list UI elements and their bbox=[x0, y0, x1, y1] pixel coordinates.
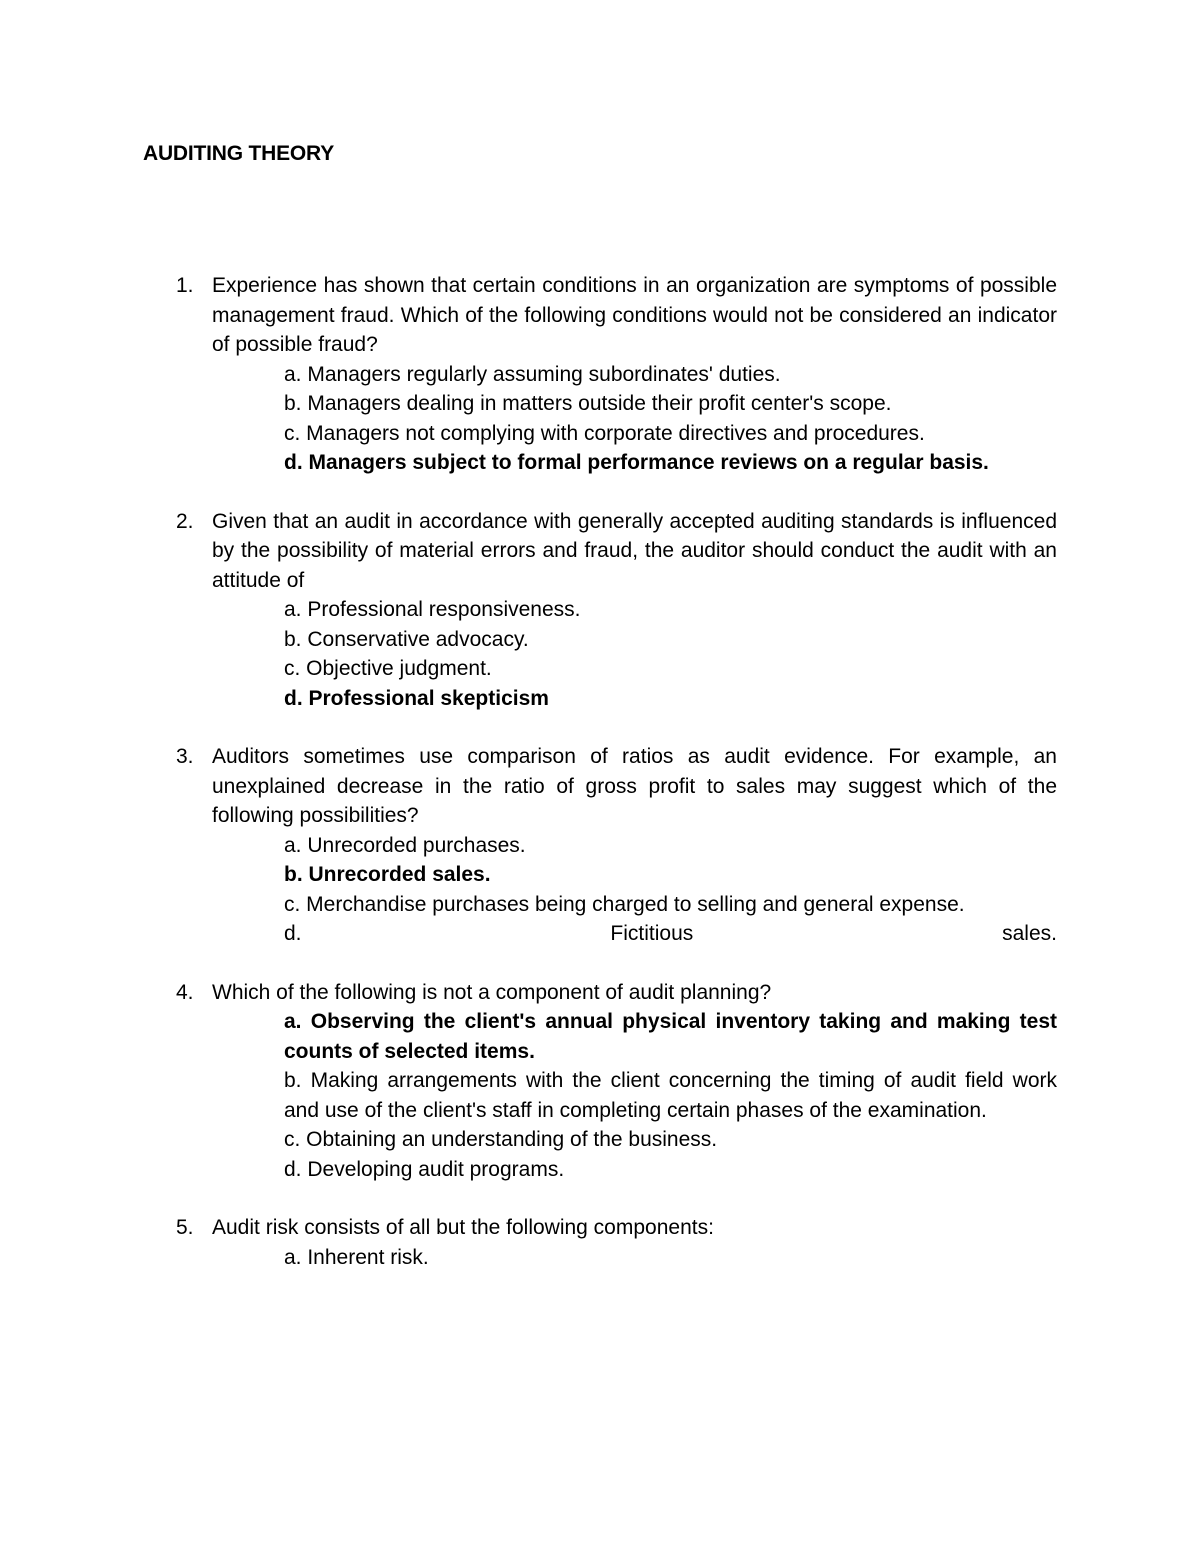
option-c: c. Obtaining an understanding of the business. bbox=[284, 1128, 718, 1151]
option-d: d. Fictitious sales. bbox=[284, 922, 1057, 945]
question-4 bbox=[0, 978, 1200, 1185]
question-number: 4. bbox=[176, 980, 194, 1004]
option-c: c. Objective judgment. bbox=[284, 657, 492, 680]
question-1 bbox=[0, 271, 1200, 478]
option-b: b. Managers dealing in matters outside their profit center's scope. bbox=[284, 392, 892, 415]
option-b: b. Making arrangements with the client concerning the timing of audit field work and use of the client's staff in completing certain phases of the examination. bbox=[284, 1069, 1057, 1122]
option-a: a. Professional responsiveness. bbox=[284, 598, 581, 621]
question-text: Which of the following is not a component of audit planning? bbox=[212, 980, 772, 1004]
question-3 bbox=[0, 742, 1200, 949]
option-d-correct: d. Managers subject to formal performance reviews on a regular basis. bbox=[284, 451, 989, 474]
question-number: 2. bbox=[176, 509, 194, 533]
option-a: a. Inherent risk. bbox=[284, 1245, 429, 1269]
document-title: AUDITING THEORY bbox=[143, 142, 335, 165]
question-5 bbox=[0, 1213, 1200, 1272]
question-text: Auditors sometimes use comparison of ratios as audit evidence. For example, an unexplained decrease in the ratio of gross profit to sales may suggest which of the following possibilities? bbox=[212, 745, 1057, 827]
question-text: Given that an audit in accordance with generally accepted auditing standards is influenced by the possibility of material errors and fraud, the auditor should conduct the audit with an attitude of bbox=[212, 509, 1057, 592]
question-number: 1. bbox=[176, 274, 194, 297]
option-d: d. Developing audit programs. bbox=[284, 1157, 565, 1181]
question-number: 3. bbox=[176, 745, 194, 768]
question-text: Experience has shown that certain conditions in an organization are symptoms of possible management fraud. Which of the following conditions would not be considered an indicator of possible fraud? bbox=[212, 274, 1057, 356]
question-number: 5. bbox=[176, 1216, 194, 1239]
option-a: a. Managers regularly assuming subordinates' duties. bbox=[284, 362, 781, 386]
option-a-correct: a. Observing the client's annual physical inventory taking and making test counts of selected items. bbox=[284, 1010, 1057, 1063]
option-c: c. Managers not complying with corporate directives and procedures. bbox=[284, 421, 925, 445]
option-d-correct: d. Professional skepticism bbox=[284, 686, 549, 710]
question-list bbox=[0, 271, 1200, 1301]
question-text: Audit risk consists of all but the following components: bbox=[212, 1216, 714, 1239]
question-2 bbox=[0, 507, 1200, 714]
option-a: a. Unrecorded purchases. bbox=[284, 833, 526, 857]
option-b: b. Conservative advocacy. bbox=[284, 627, 529, 651]
option-c: c. Merchandise purchases being charged to selling and general expense. bbox=[284, 892, 965, 916]
option-b-correct: b. Unrecorded sales. bbox=[284, 863, 491, 886]
